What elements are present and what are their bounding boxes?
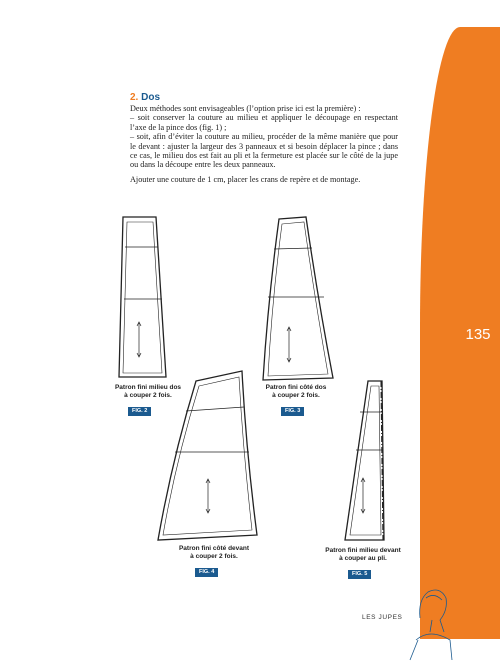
figure-2-caption: Patron fini milieu dos à couper 2 fois. <box>114 384 182 399</box>
figure-3-caption: Patron fini côté dos à couper 2 fois. <box>265 384 327 399</box>
section-title-text: Dos <box>141 92 161 103</box>
paragraph-option-2: – soit, afin d’éviter la couture au milieu, procéder de la même manière que pour le devant : ajuster la largeur des 3 panneaux et si besoin déplacer la pince ; dans ce cas, le milieu dos est fait au pli et la fermeture est placée sur le côté de la jupe ou dans la découpe entre les deux panneaux. <box>130 132 398 170</box>
paragraph-seam: Ajouter une couture de 1 cm, placer les crans de repère et de montage. <box>130 174 361 184</box>
figure-2-tag: FIG. 2 <box>128 407 151 416</box>
pattern-piece-cote-dos <box>263 217 333 380</box>
figure-4-caption: Patron fini côté devant à couper 2 fois. <box>178 545 250 560</box>
pattern-piece-milieu-dos <box>119 217 166 377</box>
chapter-footer: LES JUPES <box>362 614 403 621</box>
fashion-sketch-illustration <box>410 590 452 660</box>
paragraph-option-1: – soit conserver la couture au milieu et appliquer le découpage en respectant l’axe de la pince dos (fig. 1) ; <box>130 113 398 132</box>
figure-4-tag: FIG. 4 <box>195 568 218 577</box>
pattern-piece-milieu-devant <box>345 381 384 540</box>
figure-3-tag: FIG. 3 <box>281 407 304 416</box>
page-number: 135 <box>465 326 491 343</box>
figure-5-tag: FIG. 5 <box>348 570 371 579</box>
paragraph-intro: Deux méthodes sont envisageables (l’option prise ici est la première) : <box>130 104 361 113</box>
section-number: 2. <box>130 92 139 103</box>
figure-5-caption: Patron fini milieu devant à couper au pli. <box>325 547 401 562</box>
